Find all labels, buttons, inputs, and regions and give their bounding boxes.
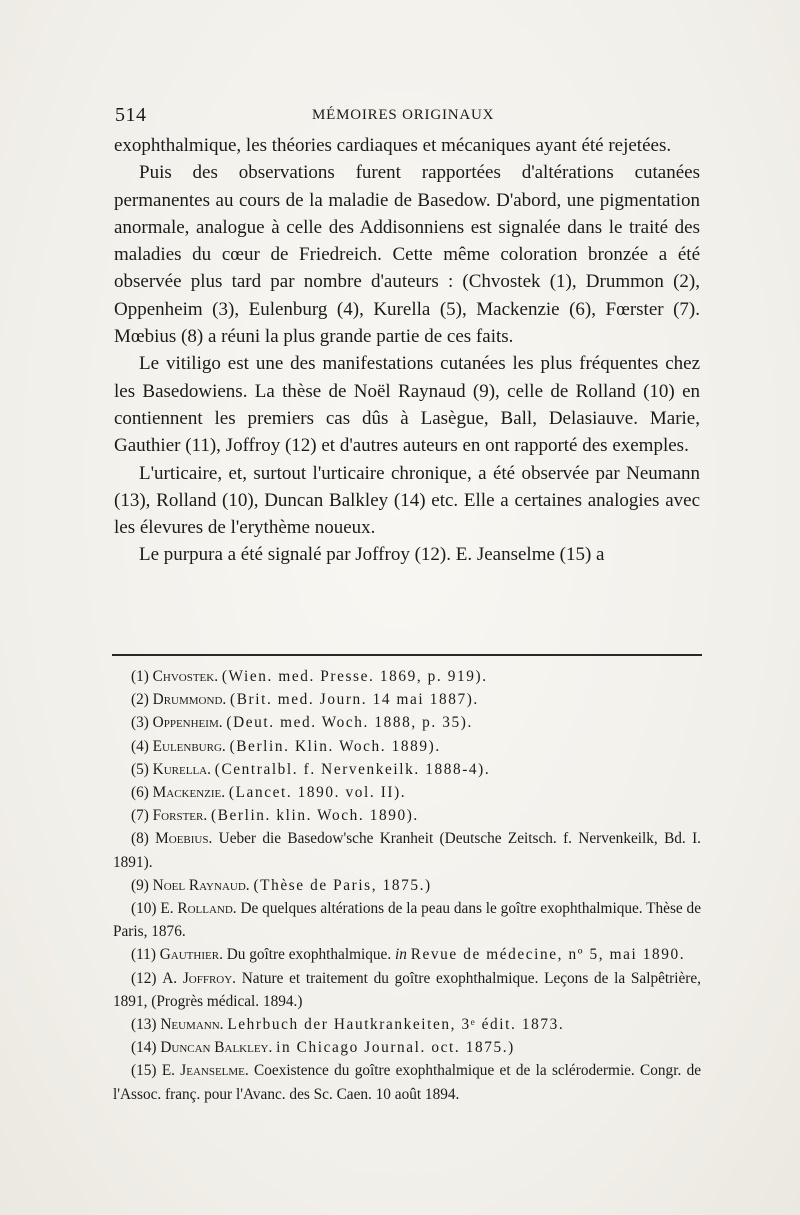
footnote: (10) E. Rolland. De quelques altérations de la peau dans le goître exophthalmique. Thèse de Paris, 1876. xyxy=(113,900,701,941)
footnote-ref: in Chicago Journal. oct. 1875.) xyxy=(276,1039,515,1057)
footnote-ref: (Brit. med. Journ. 14 mai 1887). xyxy=(230,691,479,709)
footnote-author: Mackenzie. xyxy=(152,784,226,802)
paragraph: Le purpura a été signalé par Joffroy (12). E. Jeanselme (15) a xyxy=(139,544,605,566)
footnote-ref: De quelques altérations de la peau dans le goître exophthalmique. Thèse de Paris, 1876. xyxy=(113,900,701,941)
footnote-ref: (Deut. med. Woch. 1888, p. 35). xyxy=(226,714,473,732)
footnote: (9) Noel Raynaud. (Thèse de Paris, 1875.) xyxy=(131,876,432,894)
footnote-ref: (Lancet. 1890. vol. II). xyxy=(228,784,407,802)
footnote-author: E. Rolland. xyxy=(160,900,237,918)
footnote-author: Moebius. xyxy=(155,830,213,848)
footnote: (3) Oppenheim. (Deut. med. Woch. 1888, p. 35). xyxy=(131,714,473,732)
footnote-author: Chvostek. xyxy=(152,668,219,685)
paragraph: exophthalmique, les théories cardiaques et mécaniques ayant été rejetées. xyxy=(114,135,672,156)
footnote-ref: (Berlin. Klin. Woch. 1889). xyxy=(229,737,441,755)
footnote-author: Oppenheim. xyxy=(152,714,223,732)
footnote-author: Kurella. xyxy=(152,760,211,778)
footnote-ref: (Berlin. klin. Woch. 1890). xyxy=(211,807,419,825)
footnote: (12) A. Joffroy. Nature et traitement du goître exophthalmique. Leçons de la Salpêtrière, 1891, (Progrès médical. 1894.) xyxy=(113,969,702,1010)
footnote-author: Neumann. xyxy=(160,1016,224,1034)
footnote-ref: (Centralbl. f. Nervenkeilk. 1888-4). xyxy=(214,760,491,778)
footnote-ref: Du goître exophthalmique. xyxy=(226,946,392,964)
footnote: (2) Drummond. (Brit. med. Journ. 14 mai 1887). xyxy=(131,691,479,709)
footnote: (5) Kurella. (Centralbl. f. Nervenkeilk. 1888-4). xyxy=(131,760,491,778)
footnote: (7) Forster. (Berlin. klin. Woch. 1890). xyxy=(131,807,419,825)
footnote: (4) Eulenburg. (Berlin. Klin. Woch. 1889). xyxy=(131,737,441,755)
footnote-ref: Nature et traitement du goître exophthalmique. Leçons de la Salpêtrière, 1891, (Progrès médical. 1894.) xyxy=(113,969,702,1010)
footnote-author: Drummond. xyxy=(152,691,227,709)
footnote: (14) Duncan Balkley. in Chicago Journal. oct. 1875.) xyxy=(131,1039,515,1057)
footnote: (6) Mackenzie. (Lancet. 1890. vol. II). xyxy=(131,784,407,802)
footnote-ref: Revue de médecine, nº 5, mai 1890. xyxy=(410,946,686,964)
main-text xyxy=(114,132,700,569)
footnote-ref: (Wien. med. Presse. 1869, p. 919). xyxy=(221,668,488,685)
page-header xyxy=(115,100,700,128)
footnote: (1) Chvostek. (Wien. med. Presse. 1869, p. 919). xyxy=(131,668,488,685)
footnote-author: Gauthier. xyxy=(159,946,223,964)
footnote-author: A. Joffroy. xyxy=(162,969,237,987)
paragraph: Puis des observations furent rapportées d'altérations cutanées permanentes au cours de la maladie de Basedow. D'abord, une pigmentation anormale, analogue à celle des Addisonniens est signalée dans le traité des maladies du cœur de Friedreich. Cette même coloration bronzée a été observée plus tard par nombre d'auteurs : (Chvostek (1), Drummon (2), Oppenheim (3), Eulenburg (4), Kurella (5), Mackenzie (6), Fœrster (7). Mœbius (8) a réuni la plus grande partie de ces faits. xyxy=(114,162,700,348)
footnotes xyxy=(113,665,701,1106)
footnote-ref: Ueber die Basedow'sche Kranheit (Deutsche Zeitsch. f. Nervenkeilk, Bd. I. 1891). xyxy=(113,830,701,871)
footnote: (15) E. Jeanselme. Coexistence du goître exophthalmique et de la sclérodermie. Congr. de l'Assoc. franç. pour l'Avanc. des Sc. Caen. 10 août 1894. xyxy=(113,1062,702,1103)
page-number: 514 xyxy=(115,104,147,126)
footnote-ref: in xyxy=(394,946,407,964)
footnote-author: E. Jeanselme. xyxy=(161,1062,249,1080)
footnote-ref: (Thèse de Paris, 1875.) xyxy=(253,876,432,894)
footnote-author: Forster. xyxy=(152,807,208,825)
footnote-author: Noel Raynaud. xyxy=(152,876,250,894)
footnote: (13) Neumann. Lehrbuch der Hautkrankeiten, 3ᵉ édit. 1873. xyxy=(131,1016,565,1034)
footnote-author: Duncan Balkley. xyxy=(160,1039,273,1057)
paragraph: Le vitiligo est une des manifestations cutanées les plus fréquentes chez les Basedowiens. La thèse de Noël Raynaud (9), celle de Rolland (10) en contiennent les premiers cas dûs à Lasègue, Ball, Delasiauve. Marie, Gauthier (11), Joffroy (12) et d'autres auteurs en ont rapporté des exemples. xyxy=(114,353,700,457)
running-head: MÉMOIRES ORIGINAUX xyxy=(312,107,495,123)
footnote-ref: Coexistence du goître exophthalmique et de la sclérodermie. Congr. de l'Assoc. franç. pour l'Avanc. des Sc. Caen. 10 août 1894. xyxy=(113,1062,702,1103)
footnote: (11) Gauthier. Du goître exophthalmique. in Revue de médecine, nº 5, mai 1890. xyxy=(131,946,686,964)
footnote: (8) Moebius. Ueber die Basedow'sche Kranheit (Deutsche Zeitsch. f. Nervenkeilk, Bd. I. 1891). xyxy=(113,830,701,871)
footnote-separator xyxy=(112,654,702,656)
paragraph: L'urticaire, et, surtout l'urticaire chronique, a été observée par Neumann (13), Rolland (10), Duncan Balkley (14) etc. Elle a certaines analogies avec les élevures de l'erythème noueux. xyxy=(114,462,700,539)
footnote-ref: Lehrbuch der Hautkrankeiten, 3ᵉ édit. 1873. xyxy=(227,1016,565,1034)
footnote-author: Eulenburg. xyxy=(152,737,226,755)
